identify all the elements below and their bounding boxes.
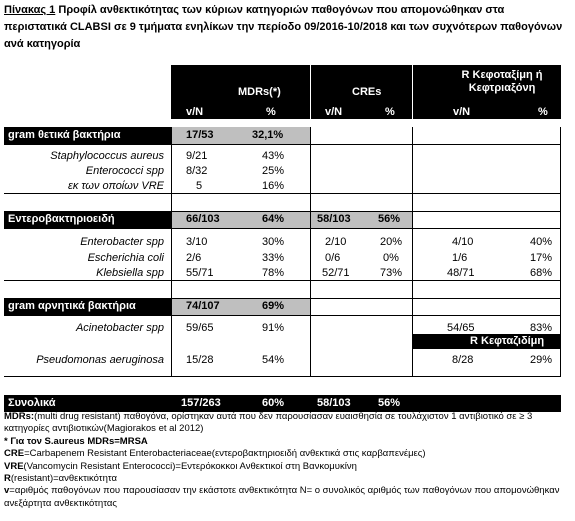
entero-row-cre-vn: 52/71: [322, 267, 350, 279]
header-mdr-vn: v/N: [186, 106, 204, 118]
entero-row-r-pct: 17%: [530, 252, 553, 264]
grid-line: [560, 127, 561, 377]
grid-line: [4, 193, 561, 194]
entero-row-mdr-vn: 2/6: [186, 252, 202, 264]
total-cre-pct: 56%: [378, 397, 401, 409]
gram-neg-row-r-vn: 54/65: [447, 322, 475, 334]
grid-line: [4, 144, 561, 145]
header-mdr-pct: %: [266, 106, 276, 118]
entero-cre-pct: 56%: [378, 213, 401, 225]
header-r-ceph: R Κεφοταξίμη ή Κεφτριαξόνη: [461, 69, 543, 94]
header-r-vn: v/N: [453, 106, 471, 118]
gram-neg-row-mdr-pct: 91%: [262, 322, 285, 334]
group-gram-neg-label: gram αρνητικά βακτήρια: [8, 300, 136, 312]
footnotes: [4, 411, 569, 510]
gram-neg-row-mdr-pct: 54%: [262, 354, 285, 366]
entero-row-name: Klebsiella spp: [96, 267, 164, 279]
entero-row-mdr-pct: 30%: [262, 236, 285, 248]
gram-neg-mdr-pct: 69%: [262, 300, 285, 312]
group-gram-pos-label: gram θετικά βακτήρια: [8, 129, 121, 141]
footnote: * Για τον S.aureus MDRs=MRSA: [4, 435, 148, 447]
gram-neg-mdr-vn: 74/107: [186, 300, 220, 312]
gram-pos-row-mdr-pct: 25%: [262, 165, 285, 177]
ceftazidime-label: R Κεφταζιδίμη: [470, 335, 545, 347]
entero-row-cre-vn: 0/6: [325, 252, 341, 264]
grid-line: [4, 315, 561, 316]
entero-row-name: Escherichia coli: [87, 252, 164, 264]
entero-row-cre-pct: 20%: [380, 236, 403, 248]
gram-pos-mdr-vn: 17/53: [186, 129, 214, 141]
entero-mdr-pct: 64%: [262, 213, 285, 225]
gram-pos-row-mdr-pct: 43%: [262, 150, 285, 162]
gram-neg-row-name: Acinetobacter spp: [75, 322, 164, 334]
total-mdr-vn: 157/263: [181, 397, 221, 409]
entero-row-name: Enterobacter spp: [80, 236, 164, 248]
header-r-pct: %: [538, 106, 548, 118]
gram-neg-row-r-pct: 29%: [530, 354, 553, 366]
footnote: MDRs:(multi drug resistant) παθογόνα, ορίστηκαν αυτά που δεν παρουσίασαν ευαισθησία σε τουλάχιστον 1 αντιβιοτικό σε ≥ 3 κατηγορίες αντιβιοτικών(Magiorakos et al 2012): [4, 411, 533, 435]
gram-neg-row-name: Pseudomonas aeruginosa: [36, 354, 164, 366]
gram-pos-row-name: Staphylococcus aureus: [50, 150, 164, 162]
caption-text: Προφίλ ανθεκτικότητας των κύριων κατηγοριών παθογόνων που απομονώθηκαν στα περιστατικά CLABSI σε 9 τμήματα ενηλίκων την περίοδο 09/2016-10/2018 και των συχνότερων παθογόνων ανά κατηγορία: [4, 4, 563, 50]
entero-row-mdr-pct: 33%: [262, 252, 285, 264]
grid-line: [4, 211, 561, 212]
footnote: VRE(Vancomycin Resistant Enterococci)=Εντερόκοκκοι Ανθεκτικοί στη Βανκομυκίνη: [4, 460, 357, 472]
group-entero-label: Εντεροβακτηριοειδή: [8, 213, 115, 225]
grid-line: [412, 127, 413, 377]
header-mdrs: MDRs(*): [238, 86, 281, 98]
gram-neg-row-mdr-vn: 59/65: [186, 322, 214, 334]
entero-row-mdr-pct: 78%: [262, 267, 285, 279]
grid-line: [4, 228, 561, 229]
entero-row-cre-pct: 0%: [383, 252, 399, 264]
footnote: v=αριθμός παθογόνων που παρουσίασαν την εκάστοτε ανθεκτικότητα N= ο συνολικός αριθμός των παθογόνων που απομονώθηκαν ανεξάρτητα ανθεκτικότητας: [4, 485, 560, 509]
gram-neg-row-mdr-vn: 15/28: [186, 354, 214, 366]
footnote: R(resistant)=ανθεκτικότητα: [4, 473, 117, 485]
total-label: Συνολικά: [8, 397, 56, 409]
header-cres: CREs: [352, 86, 382, 98]
grid-line: [310, 127, 311, 377]
gram-pos-row-mdr-vn: 9/21: [186, 150, 208, 162]
caption-label: Πίνακας 1: [4, 4, 56, 16]
grid-line: [4, 298, 561, 299]
gram-pos-row-name: Enterococci spp: [85, 165, 164, 177]
total-mdr-pct: 60%: [262, 397, 285, 409]
entero-row-r-pct: 68%: [530, 267, 553, 279]
gram-pos-row-mdr-pct: 16%: [262, 180, 285, 192]
gram-pos-row-name: εκ των οποίων VRE: [68, 180, 164, 192]
entero-row-r-vn: 48/71: [447, 267, 475, 279]
entero-row-cre-pct: 73%: [380, 267, 403, 279]
entero-row-mdr-vn: 3/10: [186, 236, 208, 248]
total-cre-vn: 58/103: [317, 397, 351, 409]
gram-pos-row-mdr-vn: 5: [195, 180, 203, 192]
gram-pos-mdr-pct: 32,1%: [252, 129, 284, 141]
entero-row-r-vn: 4/10: [452, 236, 474, 248]
header-cre-pct: %: [385, 106, 395, 118]
entero-cre-vn: 58/103: [317, 213, 351, 225]
entero-row-r-vn: 1/6: [452, 252, 468, 264]
grid-line: [4, 280, 561, 281]
gram-neg-row-r-pct: 83%: [530, 322, 553, 334]
grid-line: [171, 127, 172, 377]
entero-row-mdr-vn: 55/71: [186, 267, 214, 279]
entero-row-r-pct: 40%: [530, 236, 553, 248]
gram-neg-row-r-vn: 8/28: [452, 354, 474, 366]
table-caption: [4, 2, 564, 53]
gram-pos-row-mdr-vn: 8/32: [186, 165, 208, 177]
entero-mdr-vn: 66/103: [186, 213, 220, 225]
grid-line: [4, 376, 561, 377]
footnote: CRE=Carbapenem Resistant Enterobacteriaceae(εντεροβακτηριοειδή ανθεκτικά στις καρβαπενέμες): [4, 448, 426, 460]
header-cre-vn: v/N: [325, 106, 343, 118]
entero-row-cre-vn: 2/10: [325, 236, 347, 248]
